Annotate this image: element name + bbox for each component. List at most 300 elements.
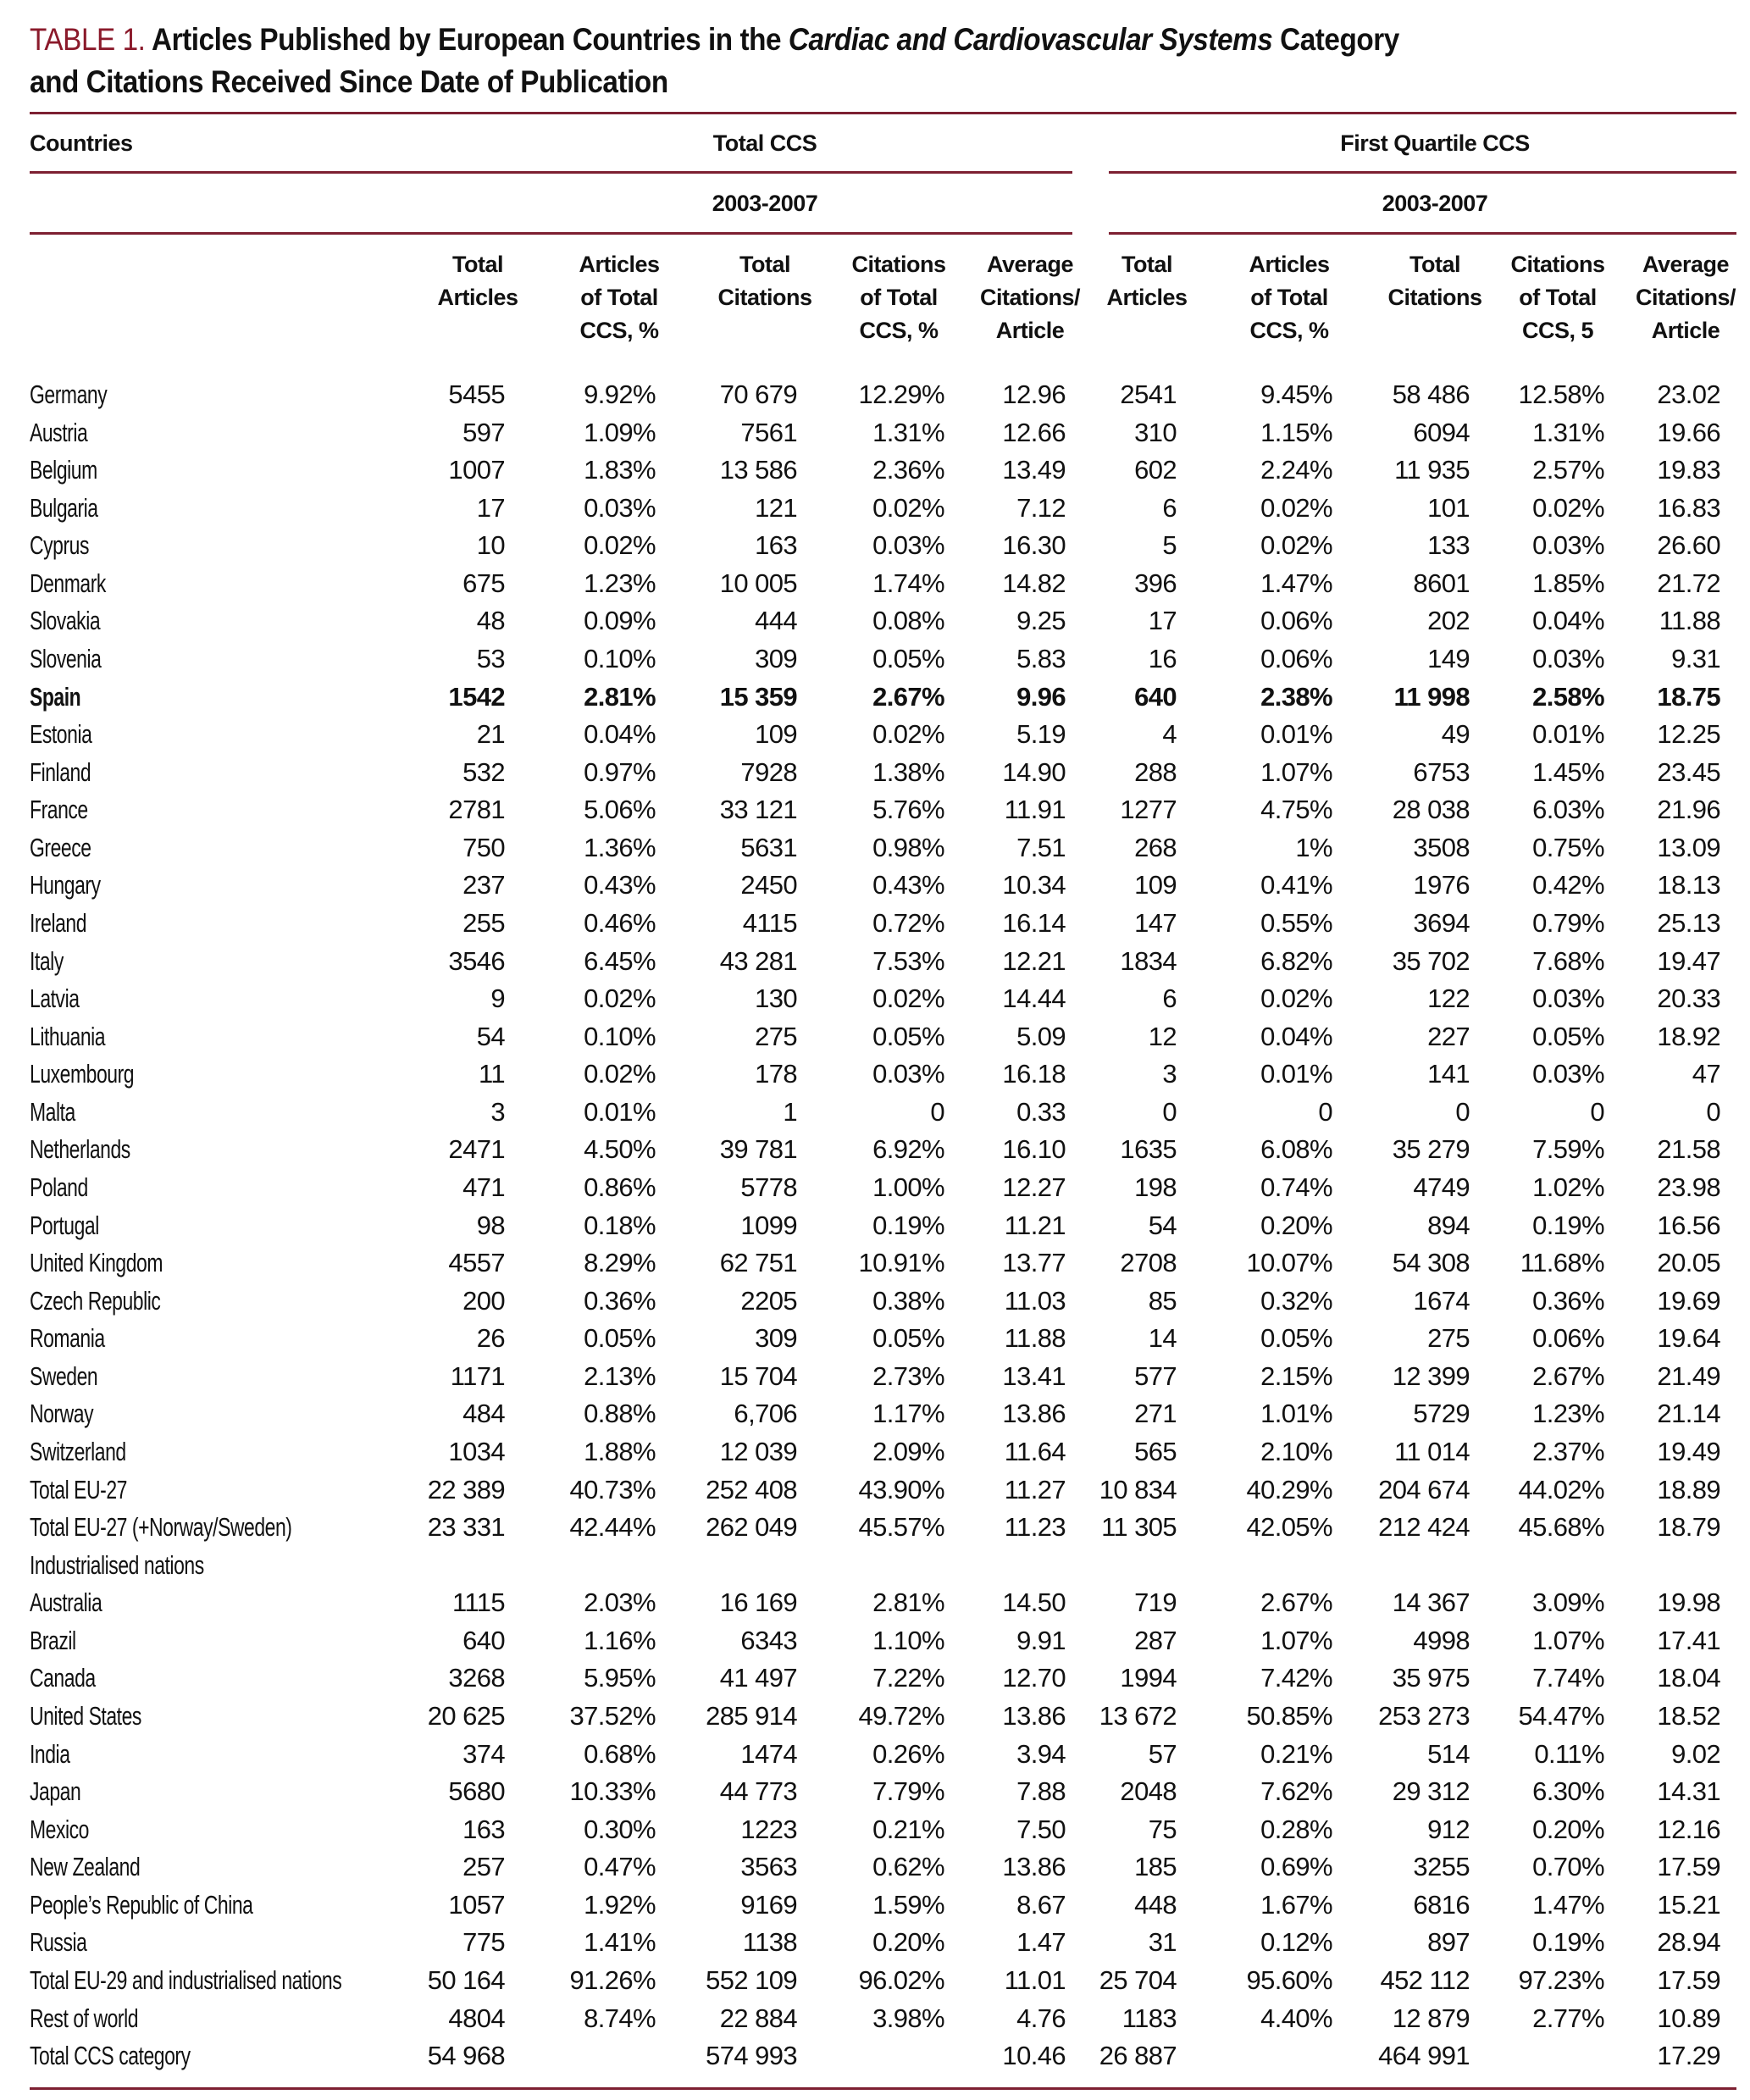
- table-cell: 101: [1427, 492, 1470, 523]
- table-cell: 0.30%: [584, 1814, 656, 1844]
- table-cell: 2205: [740, 1285, 797, 1316]
- table-cell: 1007: [448, 455, 505, 485]
- table-row: [0, 1547, 1750, 1584]
- table-cell: 2708: [1120, 1248, 1177, 1278]
- table-cell: 2541: [1120, 380, 1177, 409]
- table-cell: 3546: [448, 945, 505, 976]
- table-cell: 0.79%: [1532, 907, 1604, 938]
- table-cell: 11.27: [1004, 1474, 1066, 1504]
- table-cell: 532: [462, 756, 505, 787]
- table-cell: 7.50: [1016, 1814, 1066, 1844]
- country-name: Lithuania: [30, 1021, 106, 1051]
- table-cell: 0.09%: [584, 606, 656, 636]
- table-cell: 0.43%: [872, 870, 944, 900]
- column-header: Articles: [437, 285, 518, 310]
- table-cell: 17.59: [1657, 1852, 1720, 1882]
- table-cell: 49: [1441, 719, 1470, 750]
- table-cell: 12: [1148, 1021, 1177, 1051]
- country-name: Latvia: [30, 984, 80, 1014]
- table-row: [0, 1659, 1750, 1697]
- table-cell: 2.57%: [1532, 455, 1604, 485]
- table-cell: 6,706: [734, 1399, 797, 1429]
- table-cell: 13 586: [719, 455, 797, 485]
- country-name: France: [30, 795, 88, 825]
- table-cell: 12 399: [1392, 1360, 1470, 1391]
- table-cell: 6: [1162, 984, 1177, 1014]
- table-cell: 15 359: [719, 681, 797, 712]
- table-cell: 54: [1148, 1210, 1177, 1240]
- table-cell: 1542: [448, 681, 505, 712]
- country-name: New Zealand: [30, 1852, 141, 1882]
- table-row: [0, 1207, 1750, 1244]
- table-cell: 12.70: [1002, 1663, 1066, 1693]
- table-cell: 40.29%: [1246, 1474, 1332, 1504]
- table-cell: 0.01%: [1260, 719, 1332, 750]
- table-cell: 35 975: [1392, 1663, 1470, 1693]
- table-cell: 0.33: [1016, 1096, 1066, 1127]
- column-header: Total: [1409, 252, 1460, 277]
- table-cell: 18.75: [1657, 681, 1720, 712]
- country-name: Total EU-27: [30, 1474, 127, 1504]
- table-cell: 12 879: [1392, 2003, 1470, 2033]
- table-row: [0, 1736, 1750, 1773]
- table-cell: 11.88: [1659, 606, 1720, 636]
- table-cell: 5.76%: [872, 795, 944, 825]
- country-name: Canada: [30, 1663, 96, 1693]
- table-cell: 285 914: [706, 1700, 797, 1731]
- table-cell: 16: [1148, 643, 1177, 673]
- table-cell: 1.31%: [872, 417, 944, 447]
- table-cell: 13.09: [1657, 832, 1720, 862]
- table-cell: 0.05%: [872, 1323, 944, 1354]
- table-cell: 1.88%: [584, 1436, 656, 1466]
- table-cell: 471: [462, 1172, 505, 1202]
- table-cell: 514: [1427, 1738, 1470, 1769]
- title-text: Articles Published by European Countries in the: [152, 22, 782, 57]
- table-cell: 18.89: [1657, 1474, 1720, 1504]
- table-row: [0, 527, 1750, 564]
- table-cell: 54 968: [427, 2041, 505, 2071]
- table-row: [0, 1131, 1750, 1168]
- table-cell: 310: [1134, 417, 1177, 447]
- table-cell: 11 935: [1394, 455, 1470, 485]
- table-cell: 19.98: [1657, 1587, 1720, 1618]
- table-cell: 200: [462, 1285, 505, 1316]
- table-cell: 54: [476, 1021, 505, 1051]
- table-cell: 257: [462, 1852, 505, 1882]
- country-name: Estonia: [30, 719, 92, 750]
- table-cell: 45.57%: [858, 1512, 944, 1543]
- table-cell: 14.50: [1002, 1587, 1066, 1618]
- country-name: Malta: [30, 1096, 75, 1127]
- table-cell: 13.86: [1002, 1852, 1066, 1882]
- table-cell: 0.03%: [872, 1059, 944, 1089]
- table-cell: 42.44%: [569, 1512, 656, 1543]
- table-cell: 19.83: [1657, 455, 1720, 485]
- table-cell: 1115: [452, 1587, 505, 1618]
- country-name: Switzerland: [30, 1436, 126, 1466]
- table-row: [0, 980, 1750, 1017]
- table-cell: 7.74%: [1532, 1663, 1604, 1693]
- table-cell: 163: [462, 1814, 505, 1844]
- table-cell: 11.68%: [1520, 1248, 1604, 1278]
- table-cell: 897: [1427, 1927, 1470, 1958]
- table-cell: 0.19%: [1532, 1927, 1604, 1958]
- table-cell: 287: [1134, 1625, 1177, 1655]
- table-row: [0, 754, 1750, 791]
- table-cell: 47: [1692, 1059, 1720, 1089]
- column-header: Average: [1642, 252, 1730, 277]
- table-cell: 12.25: [1657, 719, 1720, 750]
- table-cell: 57: [1148, 1738, 1177, 1769]
- table-cell: 3508: [1413, 832, 1470, 862]
- table-cell: 17: [1148, 606, 1177, 636]
- table-cell: 0.69%: [1260, 1852, 1332, 1882]
- table-cell: 7.88: [1016, 1776, 1066, 1807]
- table-cell: 0.02%: [584, 984, 656, 1014]
- table-cell: 271: [1134, 1399, 1177, 1429]
- table-cell: 7561: [740, 417, 797, 447]
- country-name: Netherlands: [30, 1134, 130, 1165]
- table-cell: 43 281: [719, 945, 797, 976]
- table-cell: 11 305: [1101, 1512, 1177, 1543]
- table-cell: 1.01%: [1260, 1399, 1332, 1429]
- table-cell: 565: [1134, 1436, 1177, 1466]
- table-cell: 0.36%: [584, 1285, 656, 1316]
- table-cell: 21.58: [1657, 1134, 1720, 1165]
- table-cell: 20.33: [1657, 984, 1720, 1014]
- table-cell: 2.81%: [584, 681, 656, 712]
- table-cell: 1976: [1413, 870, 1470, 900]
- table-cell: 3268: [448, 1663, 505, 1693]
- table-cell: 7.62%: [1260, 1776, 1332, 1807]
- table-cell: 262 049: [706, 1512, 797, 1543]
- country-name: Norway: [30, 1399, 94, 1429]
- table-row: [0, 1395, 1750, 1432]
- table-cell: 0.03%: [1532, 643, 1604, 673]
- table-cell: 2781: [448, 795, 505, 825]
- table-cell: 14.44: [1002, 984, 1066, 1014]
- table-cell: 0.26%: [872, 1738, 944, 1769]
- country-name: Austria: [30, 417, 88, 447]
- table-cell: 0.20%: [1260, 1210, 1332, 1240]
- table-cell: 268: [1134, 832, 1177, 862]
- table-cell: 448: [1134, 1889, 1177, 1920]
- table-cell: 0.70%: [1532, 1852, 1604, 1882]
- table-cell: 11.64: [1004, 1436, 1066, 1466]
- table-row: [0, 1509, 1750, 1546]
- table-cell: 0.20%: [1532, 1814, 1604, 1844]
- table-cell: 22 389: [427, 1474, 505, 1504]
- table-cell: 62 751: [719, 1248, 797, 1278]
- table-cell: 7.51: [1016, 832, 1066, 862]
- table-cell: 2.73%: [872, 1360, 944, 1391]
- column-header: of Total: [580, 285, 658, 310]
- table-cell: 11.88: [1004, 1323, 1066, 1354]
- table-cell: 574 993: [706, 2041, 797, 2071]
- table-cell: 1171: [450, 1360, 505, 1391]
- table-cell: 0.08%: [872, 606, 944, 636]
- table-cell: 6753: [1413, 756, 1470, 787]
- table-cell: 13 672: [1099, 1700, 1177, 1731]
- table-cell: 16.56: [1657, 1210, 1720, 1240]
- table-cell: 1834: [1120, 945, 1177, 976]
- table-cell: 0.05%: [872, 643, 944, 673]
- column-header: CCS, %: [859, 318, 939, 343]
- table-cell: 0: [1590, 1096, 1604, 1127]
- country-name: Slovenia: [30, 643, 102, 673]
- table-cell: 4: [1162, 719, 1177, 750]
- table-cell: 602: [1134, 455, 1177, 485]
- table-cell: 1994: [1120, 1663, 1177, 1693]
- table-cell: 2471: [448, 1134, 505, 1165]
- table-cell: 7.53%: [872, 945, 944, 976]
- table-cell: 12.96: [1002, 380, 1066, 409]
- table-cell: 5.09: [1016, 1021, 1066, 1051]
- table-cell: 9.31: [1671, 643, 1720, 673]
- table-cell: 0.02%: [584, 530, 656, 561]
- table-cell: 28 038: [1392, 795, 1470, 825]
- table-cell: 11 014: [1394, 1436, 1470, 1466]
- table-row: [0, 640, 1750, 678]
- table-row: [0, 716, 1750, 753]
- table-cell: 21.72: [1657, 568, 1720, 598]
- table-cell: 21.14: [1657, 1399, 1720, 1429]
- table-cell: 53: [476, 643, 505, 673]
- table-cell: 13.77: [1002, 1248, 1066, 1278]
- table-cell: 1.38%: [872, 756, 944, 787]
- table-cell: 4115: [742, 907, 797, 938]
- table-cell: 0.18%: [584, 1210, 656, 1240]
- table-cell: 50 164: [427, 1964, 505, 1995]
- title-text: Category: [1280, 22, 1399, 57]
- table-cell: 21.96: [1657, 795, 1720, 825]
- table-cell: 18.92: [1657, 1021, 1720, 1051]
- table-cell: 1.83%: [584, 455, 656, 485]
- table-row: [0, 376, 1750, 413]
- country-name: Luxembourg: [30, 1059, 135, 1089]
- table-cell: 894: [1427, 1210, 1470, 1240]
- table-cell: 18.52: [1657, 1700, 1720, 1731]
- divider: [30, 171, 1072, 174]
- table-cell: 675: [462, 568, 505, 598]
- table-cell: 6.30%: [1532, 1776, 1604, 1807]
- table-cell: 18.13: [1657, 870, 1720, 900]
- table-cell: 5680: [448, 1776, 505, 1807]
- country-name: Ireland: [30, 907, 87, 938]
- country-name: Japan: [30, 1776, 81, 1807]
- column-header: of Total: [1250, 285, 1328, 310]
- table-row: [0, 1244, 1750, 1282]
- divider: [1109, 232, 1736, 235]
- table-cell: 12.16: [1657, 1814, 1720, 1844]
- column-header: Articles: [1106, 285, 1188, 310]
- table-cell: 2.38%: [1260, 681, 1332, 712]
- table-cell: 3.94: [1016, 1738, 1066, 1769]
- table-cell: 1.16%: [584, 1625, 656, 1655]
- table-cell: 1.74%: [872, 568, 944, 598]
- table-cell: 96.02%: [858, 1964, 944, 1995]
- table-cell: 19.47: [1657, 945, 1720, 976]
- table-cell: 0.19%: [872, 1210, 944, 1240]
- table-cell: 2.36%: [872, 455, 944, 485]
- table-cell: 0.86%: [584, 1172, 656, 1202]
- table-cell: 25 704: [1099, 1964, 1177, 1995]
- table-cell: 28.94: [1657, 1927, 1720, 1958]
- table-cell: 3563: [740, 1852, 797, 1882]
- table-cell: 31: [1148, 1927, 1177, 1958]
- table-cell: 10: [476, 530, 505, 561]
- table-cell: 44 773: [719, 1776, 797, 1807]
- column-header: of Total: [1519, 285, 1597, 310]
- column-header: Citations: [717, 285, 812, 310]
- table-cell: 29 312: [1392, 1776, 1470, 1807]
- table-cell: 85: [1148, 1285, 1177, 1316]
- table-cell: 0.38%: [872, 1285, 944, 1316]
- table-cell: 7.22%: [872, 1663, 944, 1693]
- table-cell: 1.10%: [872, 1625, 944, 1655]
- table-row: [0, 1584, 1750, 1621]
- table-cell: 25.13: [1657, 907, 1720, 938]
- country-name: Sweden: [30, 1360, 98, 1391]
- table-cell: 23.45: [1657, 756, 1720, 787]
- table-cell: 91.26%: [569, 1964, 656, 1995]
- table-cell: 13.86: [1002, 1700, 1066, 1731]
- table-cell: 0.02%: [872, 719, 944, 750]
- table-cell: 163: [755, 530, 797, 561]
- table-row: [0, 905, 1750, 942]
- table-row: [0, 1283, 1750, 1320]
- column-header: Citations/: [1635, 285, 1736, 310]
- table-cell: 1474: [740, 1738, 797, 1769]
- table-cell: 2.67%: [872, 681, 944, 712]
- table-cell: 15.21: [1657, 1889, 1720, 1920]
- table-row: [0, 1887, 1750, 1924]
- table-cell: 1223: [740, 1814, 797, 1844]
- table-cell: 18.79: [1657, 1512, 1720, 1543]
- table-cell: 1.07%: [1260, 1625, 1332, 1655]
- table-cell: 26 887: [1099, 2041, 1177, 2071]
- table-cell: 2.15%: [1260, 1360, 1332, 1391]
- table-cell: 22 884: [719, 2003, 797, 2033]
- country-name: Germany: [30, 380, 108, 409]
- table-cell: 2.10%: [1260, 1436, 1332, 1466]
- divider: [1109, 171, 1736, 174]
- table-label: TABLE 1.: [30, 22, 146, 57]
- table-cell: 19.49: [1657, 1436, 1720, 1466]
- table-cell: 11.23: [1004, 1512, 1066, 1543]
- table-cell: 9.02: [1671, 1738, 1720, 1769]
- table-row: [0, 1320, 1750, 1357]
- table-cell: 552 109: [706, 1964, 797, 1995]
- table-cell: 0.03%: [1532, 1059, 1604, 1089]
- table-cell: 1057: [448, 1889, 505, 1920]
- header-countries: Countries: [30, 130, 133, 156]
- table-cell: 253 273: [1378, 1700, 1470, 1731]
- table-cell: 12.29%: [858, 380, 944, 409]
- country-name: India: [30, 1738, 70, 1769]
- table-cell: 464 991: [1378, 2041, 1470, 2071]
- table-cell: 1674: [1413, 1285, 1470, 1316]
- table-cell: 185: [1134, 1852, 1177, 1882]
- table-cell: 45.68%: [1518, 1512, 1604, 1543]
- table-cell: 35 702: [1392, 945, 1470, 976]
- table-cell: 7.79%: [872, 1776, 944, 1807]
- table-cell: 4804: [448, 2003, 505, 2033]
- table-cell: 8.74%: [584, 2003, 656, 2033]
- table-cell: 0.01%: [1260, 1059, 1332, 1089]
- table-cell: 1.85%: [1532, 568, 1604, 598]
- table-cell: 0: [930, 1096, 944, 1127]
- table-cell: 1.31%: [1532, 417, 1604, 447]
- table-cell: 9.25: [1016, 606, 1066, 636]
- table-cell: 2.81%: [872, 1587, 944, 1618]
- table-cell: 26: [476, 1323, 505, 1354]
- table-row: [0, 1433, 1750, 1471]
- table-cell: 1034: [448, 1436, 505, 1466]
- country-name: Finland: [30, 756, 91, 787]
- table-cell: 5778: [740, 1172, 797, 1202]
- column-header: CCS, %: [579, 318, 659, 343]
- table-row: [0, 943, 1750, 980]
- table-cell: 35 279: [1392, 1134, 1470, 1165]
- table-cell: 1.00%: [872, 1172, 944, 1202]
- column-header: Articles: [1249, 252, 1330, 277]
- table-cell: 14.31: [1657, 1776, 1720, 1807]
- table-cell: 11.21: [1004, 1210, 1066, 1240]
- table-cell: 0.75%: [1532, 832, 1604, 862]
- table-cell: 1.23%: [1532, 1399, 1604, 1429]
- table-cell: 16.14: [1002, 907, 1066, 938]
- table-cell: 719: [1134, 1587, 1177, 1618]
- table-cell: 6.03%: [1532, 795, 1604, 825]
- table-row: [0, 1811, 1750, 1848]
- table-cell: 0: [1455, 1096, 1470, 1127]
- table-cell: 1.45%: [1532, 756, 1604, 787]
- table-row: [0, 1848, 1750, 1886]
- country-name: Total CCS category: [30, 2041, 191, 2071]
- country-name: United States: [30, 1700, 141, 1731]
- table-cell: 0.10%: [584, 643, 656, 673]
- column-header: CCS, 5: [1521, 318, 1594, 343]
- table-cell: 2.58%: [1532, 681, 1604, 712]
- table-cell: 2450: [740, 870, 797, 900]
- table-cell: 0.05%: [1532, 1021, 1604, 1051]
- table-cell: 141: [1427, 1059, 1470, 1089]
- table-cell: 0.41%: [1260, 870, 1332, 900]
- header-period-1: 2003-2007: [712, 191, 818, 216]
- table-cell: 0.28%: [1260, 1814, 1332, 1844]
- country-name: United Kingdom: [30, 1248, 163, 1278]
- table-cell: 1%: [1295, 832, 1332, 862]
- country-name: Slovakia: [30, 606, 101, 636]
- table-cell: 5.83: [1016, 643, 1066, 673]
- table-cell: 4.75%: [1260, 795, 1332, 825]
- table-cell: 0.36%: [1532, 1285, 1604, 1316]
- table-cell: 97.23%: [1518, 1964, 1604, 1995]
- country-name: Russia: [30, 1927, 87, 1958]
- divider: [30, 112, 1736, 114]
- table-cell: 75: [1148, 1814, 1177, 1844]
- table-cell: 2.67%: [1532, 1360, 1604, 1391]
- table-cell: 0.01%: [1532, 719, 1604, 750]
- table-cell: 39 781: [719, 1134, 797, 1165]
- table-cell: 121: [755, 492, 797, 523]
- table-cell: 10.07%: [1246, 1248, 1332, 1278]
- column-header: Articles: [579, 252, 660, 277]
- table-cell: 1.47: [1016, 1927, 1066, 1958]
- table-cell: 12.21: [1002, 945, 1066, 976]
